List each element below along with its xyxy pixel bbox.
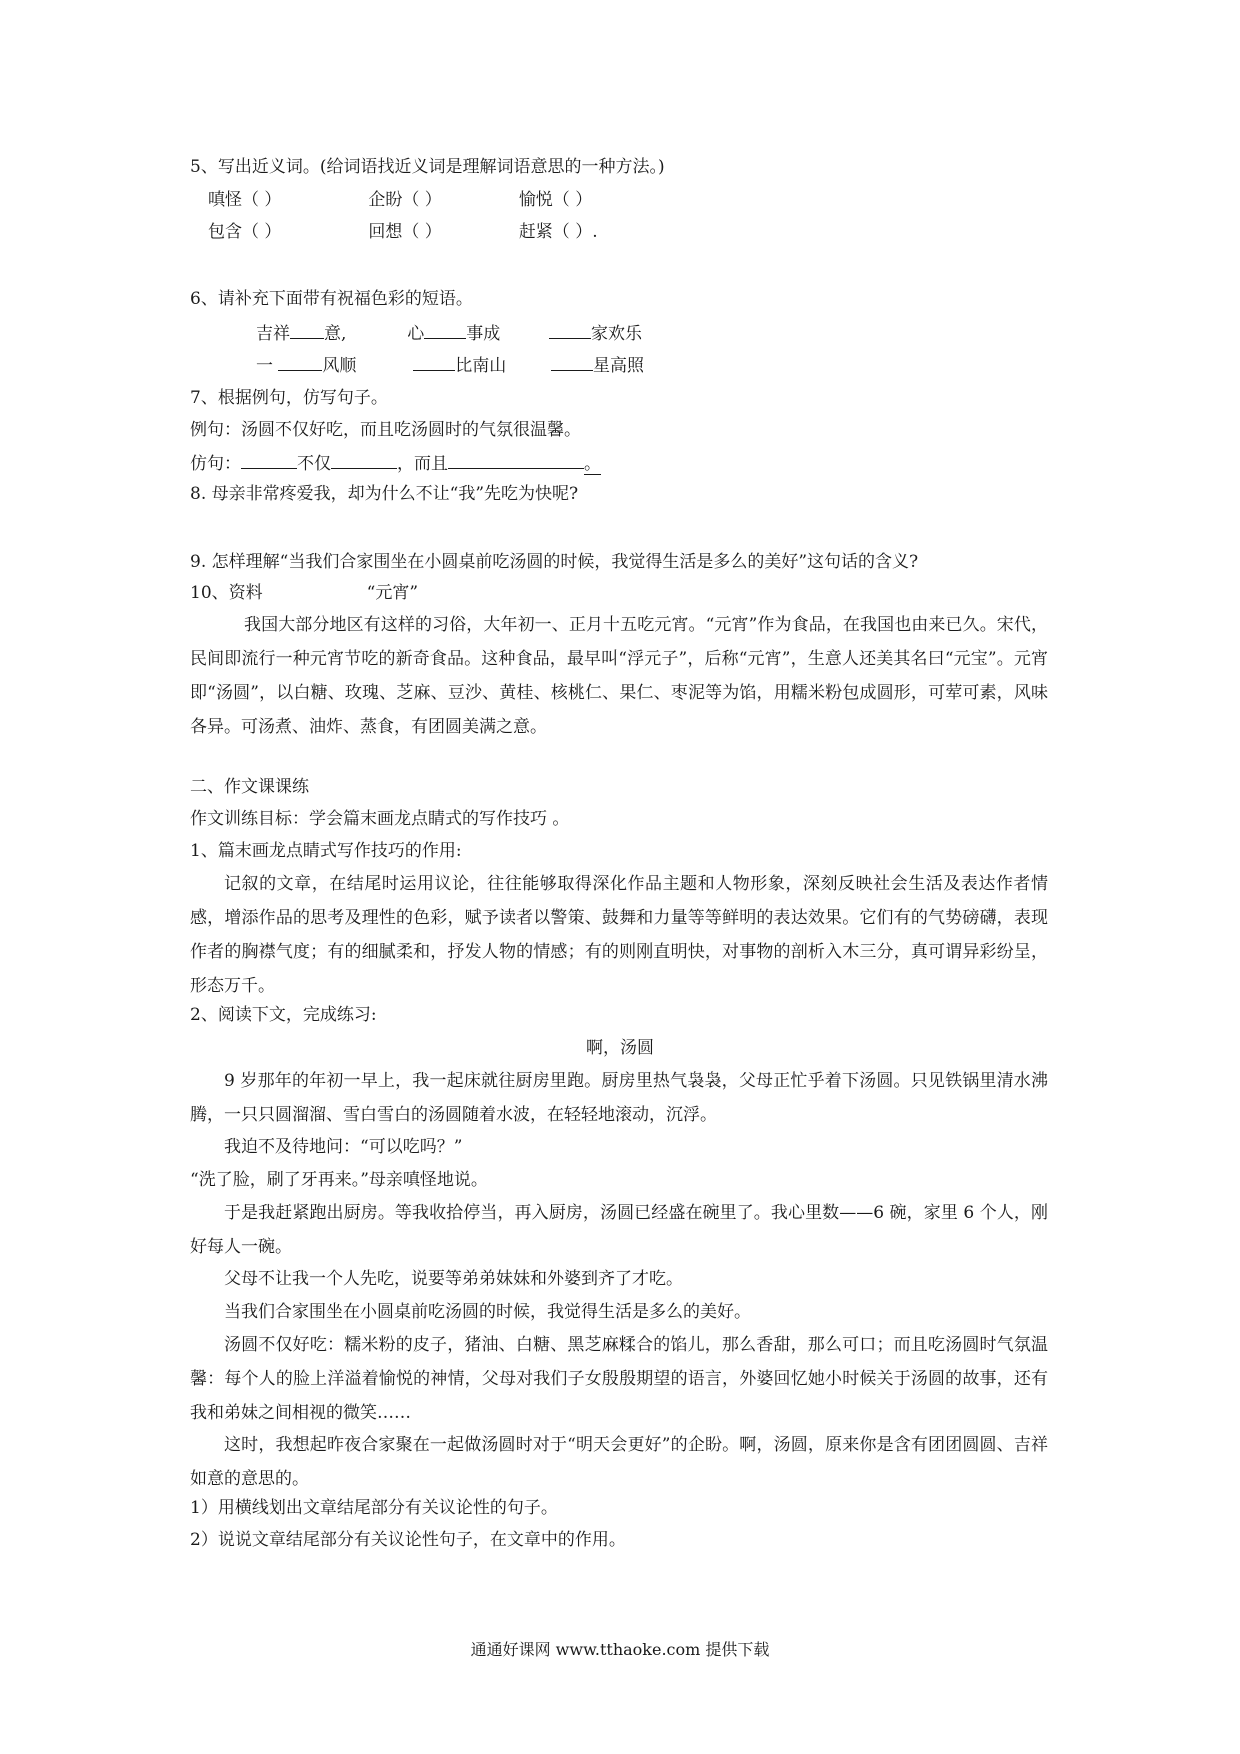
phrase-suffix: 星高照 xyxy=(593,356,645,376)
synonym-item: 企盼（ ） xyxy=(368,190,442,210)
imitate-label: 仿句： xyxy=(190,454,241,474)
synonym-item: 嗔怪（ ） xyxy=(208,190,282,210)
technique-body: 记叙的文章，在结尾时运用议论，往往能够取得深化作品主题和人物形象，深刻反映社会生活及表达作者情感，增添作品的思考及理性的色彩，赋予读者以警策、鼓舞和力量等等鲜明的表达效果。它们有的气势磅礴，表现作者的胸襟气度；有的细腻柔和，抒发人物的情感；有的则刚直明快，对事物的剖析入木三分，真可谓异彩纷呈，形态万千。 xyxy=(190,874,1048,996)
q10-heading xyxy=(190,581,418,605)
writing-goal: 作文训练目标：学会篇末画龙点睛式的写作技巧 。 xyxy=(190,809,570,829)
fill-blank[interactable] xyxy=(549,320,591,339)
fill-blank[interactable] xyxy=(448,450,584,469)
q9: 9. 怎样理解“当我们合家围坐在小圆桌前吃汤圆的时候，我觉得生活是多么的美好”这句话的含义? xyxy=(190,552,919,572)
reading-task-title: 2、阅读下文，完成练习: xyxy=(190,1005,377,1025)
fill-blank[interactable] xyxy=(290,320,324,339)
imitate-text: ，而且 xyxy=(397,454,448,474)
story-paragraph: 9 岁那年的年初一早上，我一起床就往厨房里跑。厨房里热气袅袅，父母正忙乎着下汤圆。只见铁锅里清水沸腾，一只只圆溜溜、雪白雪白的汤圆随着水波，在轻轻地滚动，沉浮。 xyxy=(190,1071,1048,1125)
story-paragraph: 当我们合家围坐在小圆桌前吃汤圆的时候，我觉得生活是多么的美好。 xyxy=(224,1302,751,1322)
imitate-text: 。 xyxy=(584,454,601,474)
story-paragraph: 这时，我想起昨夜合家聚在一起做汤圆时对于“明天会更好”的企盼。啊，汤圆，原来你是含有团团圆圆、吉祥如意的意思的。 xyxy=(190,1435,1048,1489)
fill-blank[interactable] xyxy=(278,352,322,371)
phrase-suffix: 家欢乐 xyxy=(591,324,643,344)
story-paragraph: 父母不让我一个人先吃，说要等弟弟妹妹和外婆到齐了才吃。 xyxy=(224,1269,683,1289)
technique-title: 1、篇末画龙点睛式写作技巧的作用: xyxy=(190,841,462,861)
q10-label: 10、资料 xyxy=(190,583,263,603)
task-2: 2）说说文章结尾部分有关议论性句子，在文章中的作用。 xyxy=(190,1530,626,1550)
q7-imitate xyxy=(190,450,601,476)
story-paragraph: 汤圆不仅好吃：糯米粉的皮子，猪油、白糖、黑芝麻糅合的馅儿，那么香甜，那么可口；而且吃汤圆时气氛温馨：每个人的脸上洋溢着愉悦的神情，父母对我们子女殷殷期望的语言，外婆回忆她小时候关于汤圆的故事，还有我和弟妹之间相视的微笑…… xyxy=(190,1335,1048,1423)
phrase-suffix: 意, xyxy=(324,324,347,344)
page-footer: 通通好课网 www.tthaoke.com 提供下载 xyxy=(470,1640,770,1659)
phrase-prefix: 一 xyxy=(256,356,279,376)
q6-title: 6、请补充下面带有祝福色彩的短语。 xyxy=(190,289,473,309)
fill-blank[interactable] xyxy=(241,450,297,469)
q7-example: 例句：汤圆不仅好吃，而且吃汤圆时的气氛很温馨。 xyxy=(190,420,581,440)
story-paragraph: 于是我赶紧跑出厨房。等我收拾停当，再入厨房，汤圆已经盛在碗里了。我心里数——6 碗，家里 6 个人，刚好每人一碗。 xyxy=(190,1203,1048,1257)
fill-blank[interactable] xyxy=(331,450,397,469)
story-paragraph: 我迫不及待地问：“可以吃吗？” xyxy=(224,1137,463,1157)
synonym-item: 回想（ ） xyxy=(368,222,442,242)
imitate-text: 不仅 xyxy=(297,454,331,474)
phrase-suffix: 比南山 xyxy=(455,356,507,376)
q5-row-2 xyxy=(208,220,649,244)
q5-title: 5、写出近义词。(给词语找近义词是理解词语意思的一种方法。) xyxy=(190,157,665,177)
story-title: 啊，汤圆 xyxy=(586,1038,654,1058)
synonym-item: 赶紧（ ）. xyxy=(518,222,598,242)
q10-title: “元宵” xyxy=(366,583,419,603)
q6-row-2 xyxy=(256,352,644,378)
story-paragraph: “洗了脸，刷了牙再来。”母亲嗔怪地说。 xyxy=(190,1170,488,1190)
fill-blank[interactable] xyxy=(424,320,466,339)
phrase-prefix: 心 xyxy=(407,324,425,344)
synonym-item: 愉悦（ ） xyxy=(518,190,593,210)
section-heading: 二、作文课课练 xyxy=(190,777,309,797)
q7-title: 7、根据例句，仿写句子。 xyxy=(190,388,388,408)
q6-row-1 xyxy=(256,320,642,346)
q5-row-1 xyxy=(208,188,649,212)
q10-body: 我国大部分地区有这样的习俗，大年初一、正月十五吃元宵。“元宵”作为食品，在我国也由来已久。宋代，民间即流行一种元宵节吃的新奇食品。这种食品，最早叫“浮元子”，后称“元宵”，生意人还美其名曰“元宝”。元宵即“汤圆”，以白糖、玫瑰、芝麻、豆沙、黄桂、核桃仁、果仁、枣泥等为馅，用糯米粉包成圆形，可荤可素，风味各异。可汤煮、油炸、蒸食，有团圆美满之意。 xyxy=(190,615,1048,737)
phrase-suffix: 风顺 xyxy=(322,356,357,376)
phrase-prefix: 吉祥 xyxy=(256,324,290,344)
phrase-suffix: 事成 xyxy=(466,324,501,344)
task-1: 1）用横线划出文章结尾部分有关议论性的句子。 xyxy=(190,1498,558,1518)
fill-blank[interactable] xyxy=(551,352,593,371)
q8: 8. 母亲非常疼爱我，却为什么不让“我”先吃为快呢? xyxy=(190,484,579,504)
synonym-item: 包含（ ） xyxy=(208,222,282,242)
fill-blank[interactable] xyxy=(413,352,455,371)
